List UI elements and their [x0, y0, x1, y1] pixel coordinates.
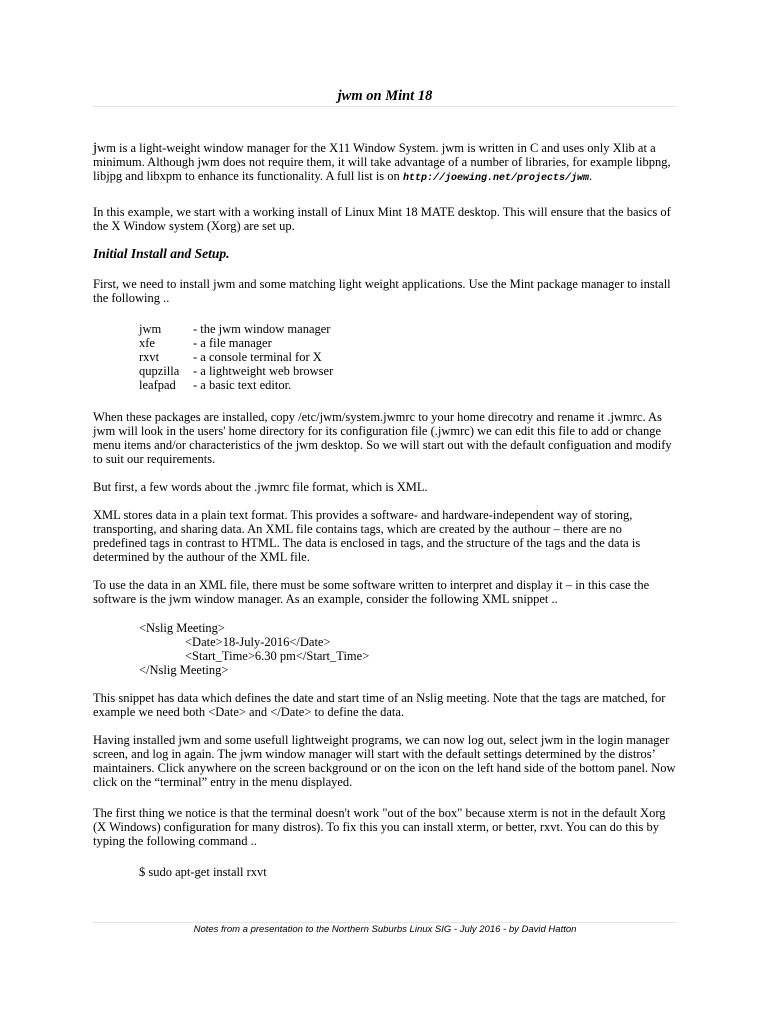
- example-paragraph: In this example, we start with a working install of Linux Mint 18 MATE desktop. This will ensure that the basics of the X Window system (Xorg) are set up.: [93, 205, 671, 233]
- intro-text: wm is a light-weight window manager for the X11 Window System. jwm is written in C and uses only Xlib at a minimum. Although jwm does not require them, it will take advantage of a number of libraries, for example libpng, libjpg and libxpm to enhance its functionality. A full list is on: [93, 141, 671, 183]
- list-item: [139, 336, 333, 350]
- list-item: [139, 350, 333, 364]
- package-list: [139, 322, 333, 392]
- list-item: [139, 364, 333, 378]
- footer-divider: [93, 922, 677, 923]
- intro-text-end: .: [588, 169, 593, 183]
- package-desc: - a basic text editor.: [193, 378, 292, 392]
- package-name: xfe: [139, 336, 155, 350]
- snippet-explanation-paragraph: This snippet has data which defines the date and start time of an Nslig meeting. Note that the tags are matched, for example we need both <Date> and </Date> to define the data.: [93, 691, 666, 719]
- package-name: leafpad: [139, 378, 176, 392]
- package-desc: - a console terminal for X: [193, 350, 322, 364]
- xml-line: <Date>18-July-2016</Date>: [185, 635, 331, 649]
- section-heading: Initial Install and Setup.: [93, 246, 230, 261]
- page-footer: Notes from a presentation to the Northern Suburbs Linux SIG - July 2016 - by David Hatton: [193, 924, 577, 935]
- intro-first-letter: j: [93, 140, 98, 156]
- xml-line: <Start_Time>6.30 pm</Start_Time>: [185, 649, 370, 663]
- page-title: jwm on Mint 18: [337, 88, 433, 104]
- login-paragraph: Having installed jwm and some usefull lightweight programs, we can now log out, select jwm in the login manager screen, and log in again. The jwm window manager will start with the default settings determined by the distros’ maintainers. Click anywhere on the screen background or on the icon on the left hand side of the bottom panel. Now click on the “terminal” entry in the menu displayed.: [93, 733, 676, 789]
- jwm-project-link[interactable]: http://joewing.net/projects/jwm: [402, 173, 589, 184]
- copy-config-paragraph: When these packages are installed, copy /etc/jwm/system.jwmrc to your home direcotry and rename it .jwmrc. As jwm will look in the users' home directory for its configuration file (.jwmrc) we can edit this file to add or change menu items and/or characteristics of the jwm desktop. So we will start out with the default configuation and modify to suit our requirements.: [93, 410, 672, 466]
- xml-intro-paragraph: But first, a few words about the .jwmrc file format, which is XML.: [93, 480, 428, 494]
- package-desc: - a file manager: [193, 336, 272, 350]
- header-divider: [93, 106, 677, 107]
- package-name: qupzilla: [139, 364, 180, 378]
- xml-line: </Nslig Meeting>: [139, 663, 229, 677]
- terminal-paragraph: The first thing we notice is that the terminal doesn't work "out of the box" because xterm is not in the default Xorg (X Windows) configuration for many distros). To fix this you can install xterm, or better, rxvt. You can do this by typing the following command ..: [93, 806, 666, 848]
- package-desc: - the jwm window manager: [193, 322, 331, 336]
- xml-snippet: [139, 621, 369, 677]
- xml-usage-paragraph: To use the data in an XML file, there must be some software written to interpret and display it – in this case the software is the jwm window manager. As an example, consider the following XML snippet ..: [93, 578, 650, 606]
- package-name: rxvt: [139, 350, 160, 364]
- intro-paragraph: [93, 141, 677, 186]
- list-item: [139, 378, 333, 392]
- install-paragraph: First, we need to install jwm and some matching light weight applications. Use the Mint package manager to install the following ..: [93, 277, 671, 305]
- xml-description-paragraph: XML stores data in a plain text format. This provides a software- and hardware-independent way of storing, transporting, and sharing data. An XML file contains tags, which are created by the authour – there are no predefined tags in contrast to HTML. The data is enclosed in tags, and the structure of the tags and the data is determined by the authour of the XML file.: [93, 508, 641, 564]
- document-page: [93, 0, 677, 1024]
- install-command: $ sudo apt-get install rxvt: [139, 865, 267, 879]
- package-desc: - a lightweight web browser: [193, 364, 334, 378]
- package-name: jwm: [139, 322, 162, 336]
- list-item: [139, 322, 333, 336]
- xml-line: <Nslig Meeting>: [139, 621, 225, 635]
